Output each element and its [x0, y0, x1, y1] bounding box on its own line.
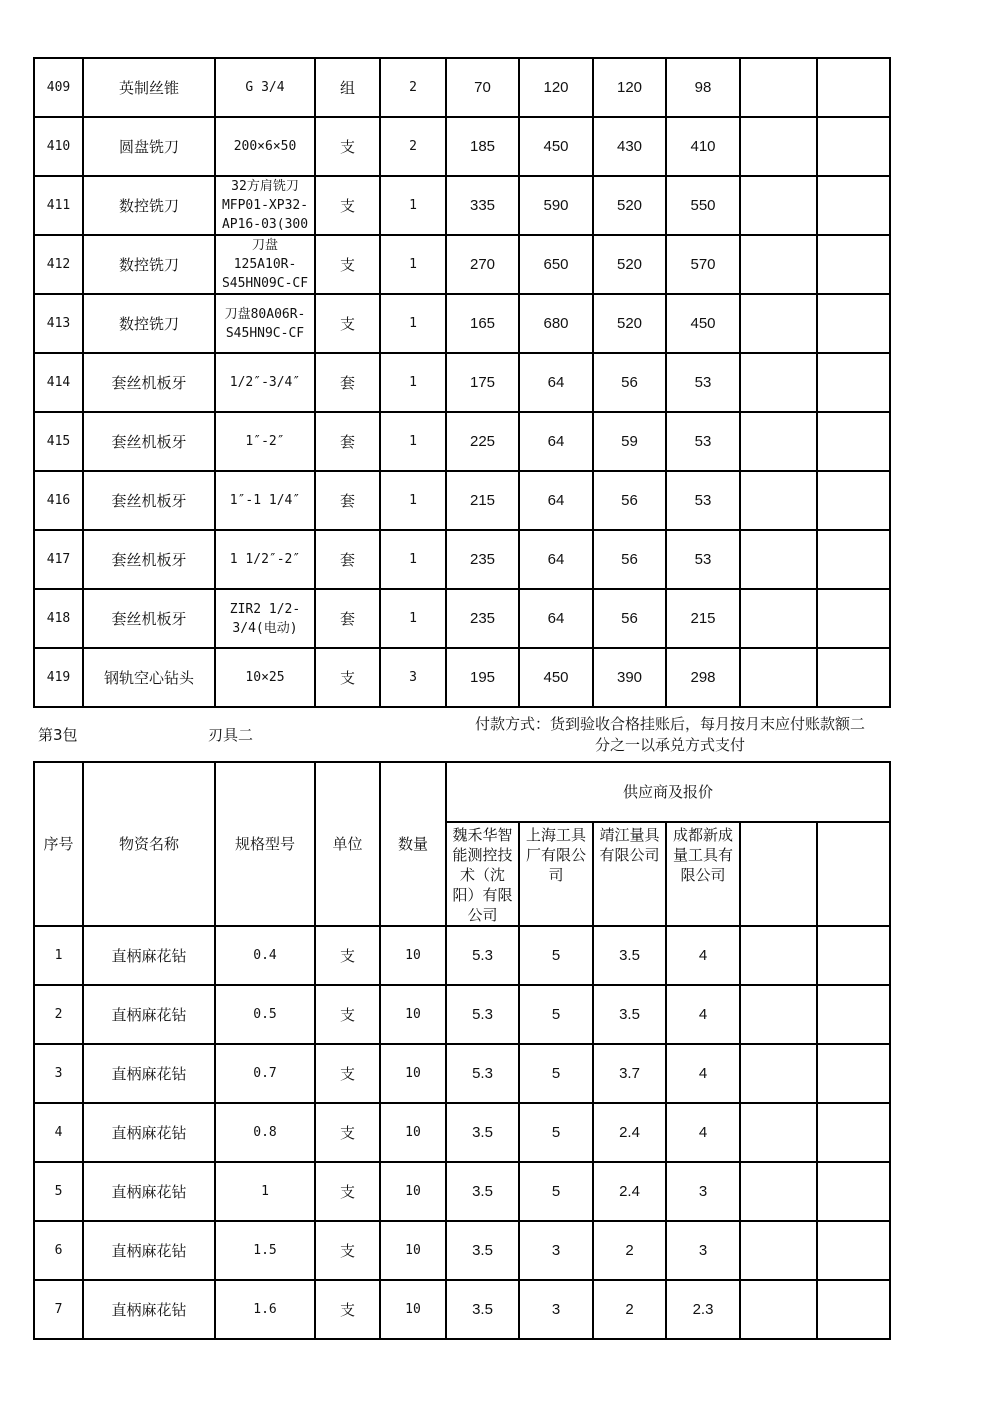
- item-spec: 1.5: [215, 1221, 315, 1280]
- price-supplier-2: 5: [519, 1162, 593, 1221]
- empty-price-cell: [817, 58, 890, 117]
- empty-supplier-header: [740, 822, 817, 926]
- table-row: [34, 58, 890, 117]
- empty-price-cell: [817, 412, 890, 471]
- table-row: [34, 117, 890, 176]
- quote-table-package3: [33, 761, 891, 1340]
- price-supplier-2: 5: [519, 1103, 593, 1162]
- empty-price-cell: [817, 1280, 890, 1339]
- item-qty: 1: [380, 294, 446, 353]
- empty-price-cell: [740, 530, 817, 589]
- table-row: [34, 1280, 890, 1339]
- empty-price-cell: [740, 985, 817, 1044]
- item-name: 直柄麻花钻: [83, 1103, 215, 1162]
- item-name: 数控铣刀: [83, 176, 215, 235]
- supplier-name-line: 司: [548, 866, 564, 884]
- item-unit: 支: [315, 235, 380, 294]
- row-number: 6: [34, 1221, 83, 1280]
- table-row: [34, 235, 890, 294]
- empty-price-cell: [740, 1221, 817, 1280]
- payment-terms: [452, 714, 888, 756]
- item-spec: 0.5: [215, 985, 315, 1044]
- item-spec-line: S45HN09C-CF: [221, 276, 309, 291]
- item-spec-line: 1″-1 1/4″: [229, 493, 301, 508]
- item-spec: [215, 589, 315, 648]
- price-supplier-2: 5: [519, 926, 593, 985]
- table-row: [34, 530, 890, 589]
- empty-price-cell: [817, 926, 890, 985]
- empty-price-cell: [740, 926, 817, 985]
- price-supplier-3: 59: [593, 412, 666, 471]
- price-supplier-1: 175: [446, 353, 519, 412]
- table-row: [34, 1162, 890, 1221]
- quote-table-package3-body: [34, 926, 890, 1339]
- price-supplier-1: 195: [446, 648, 519, 707]
- item-qty: 2: [380, 117, 446, 176]
- supplier-name-4: [666, 822, 740, 926]
- price-supplier-4: 3: [666, 1162, 740, 1221]
- price-supplier-4: 4: [666, 926, 740, 985]
- item-spec: [215, 294, 315, 353]
- item-qty: 10: [380, 926, 446, 985]
- item-name: 套丝机板牙: [83, 412, 215, 471]
- item-spec-line: G 3/4: [245, 80, 285, 95]
- row-number: 5: [34, 1162, 83, 1221]
- item-name: 数控铣刀: [83, 294, 215, 353]
- item-qty: 1: [380, 353, 446, 412]
- price-supplier-3: 2.4: [593, 1103, 666, 1162]
- row-number: 409: [34, 58, 83, 117]
- price-supplier-3: 430: [593, 117, 666, 176]
- row-number: 411: [34, 176, 83, 235]
- supplier-name-line: 成都新成: [672, 826, 733, 844]
- item-name: 钢轨空心钻头: [83, 648, 215, 707]
- price-supplier-3: 520: [593, 294, 666, 353]
- item-qty: 1: [380, 589, 446, 648]
- empty-price-cell: [817, 176, 890, 235]
- price-supplier-2: 650: [519, 235, 593, 294]
- price-supplier-1: 5.3: [446, 985, 519, 1044]
- price-supplier-2: 3: [519, 1280, 593, 1339]
- item-spec-line: 125A10R-: [233, 257, 297, 272]
- price-supplier-2: 5: [519, 1044, 593, 1103]
- price-supplier-4: 53: [666, 412, 740, 471]
- item-qty: 10: [380, 1103, 446, 1162]
- price-supplier-3: 390: [593, 648, 666, 707]
- price-supplier-1: 335: [446, 176, 519, 235]
- row-number: 7: [34, 1280, 83, 1339]
- supplier-name-line: 术（沈: [459, 866, 505, 884]
- price-supplier-1: 3.5: [446, 1162, 519, 1221]
- item-qty: 10: [380, 985, 446, 1044]
- table-row: [34, 1044, 890, 1103]
- empty-price-cell: [740, 412, 817, 471]
- item-spec-line: 3/4(电动): [232, 620, 298, 636]
- empty-price-cell: [740, 1162, 817, 1221]
- empty-price-cell: [817, 985, 890, 1044]
- price-supplier-2: 64: [519, 353, 593, 412]
- empty-supplier-header: [817, 822, 890, 926]
- item-unit: 套: [315, 530, 380, 589]
- item-unit: 支: [315, 926, 380, 985]
- price-supplier-3: 2: [593, 1221, 666, 1280]
- table-row: [34, 589, 890, 648]
- price-supplier-3: 520: [593, 176, 666, 235]
- item-spec: [215, 117, 315, 176]
- header-spec: 规格型号: [215, 762, 315, 926]
- item-qty: 1: [380, 235, 446, 294]
- item-spec: [215, 353, 315, 412]
- item-spec: [215, 648, 315, 707]
- package-label: 第3包: [38, 726, 78, 744]
- price-supplier-4: 4: [666, 985, 740, 1044]
- category-label: 刃具二: [208, 726, 254, 744]
- row-number: 413: [34, 294, 83, 353]
- empty-price-cell: [740, 1103, 817, 1162]
- item-name: 圆盘铣刀: [83, 117, 215, 176]
- price-supplier-1: 185: [446, 117, 519, 176]
- item-name: 套丝机板牙: [83, 589, 215, 648]
- price-supplier-1: 5.3: [446, 926, 519, 985]
- empty-price-cell: [817, 648, 890, 707]
- row-number: 2: [34, 985, 83, 1044]
- item-spec-line: 32方肩铣刀: [231, 179, 299, 194]
- item-name: 直柄麻花钻: [83, 1280, 215, 1339]
- item-qty: 1: [380, 530, 446, 589]
- price-supplier-4: 4: [666, 1044, 740, 1103]
- price-supplier-4: 450: [666, 294, 740, 353]
- item-unit: 套: [315, 471, 380, 530]
- empty-price-cell: [740, 1280, 817, 1339]
- price-supplier-1: 225: [446, 412, 519, 471]
- empty-price-cell: [817, 1103, 890, 1162]
- item-qty: 1: [380, 176, 446, 235]
- price-supplier-3: 2: [593, 1280, 666, 1339]
- quote-table-part1: [33, 57, 891, 708]
- price-supplier-1: 3.5: [446, 1280, 519, 1339]
- row-number: 3: [34, 1044, 83, 1103]
- table-row: [34, 926, 890, 985]
- item-qty: 1: [380, 471, 446, 530]
- empty-price-cell: [817, 589, 890, 648]
- item-unit: 支: [315, 176, 380, 235]
- item-spec: 0.8: [215, 1103, 315, 1162]
- supplier-name-2: [519, 822, 593, 926]
- item-spec: 1: [215, 1162, 315, 1221]
- price-supplier-2: 64: [519, 412, 593, 471]
- item-name: 直柄麻花钻: [83, 926, 215, 985]
- price-supplier-1: 235: [446, 589, 519, 648]
- quote-table-part1-body: [34, 58, 890, 707]
- item-qty: 10: [380, 1162, 446, 1221]
- item-spec: [215, 235, 315, 294]
- item-spec-line: 10×25: [245, 670, 285, 685]
- price-supplier-2: 590: [519, 176, 593, 235]
- item-spec: [215, 412, 315, 471]
- item-qty: 2: [380, 58, 446, 117]
- price-supplier-3: 2.4: [593, 1162, 666, 1221]
- item-unit: 支: [315, 1103, 380, 1162]
- price-supplier-4: 570: [666, 235, 740, 294]
- supplier-name-line: 公司: [467, 906, 498, 924]
- price-supplier-4: 2.3: [666, 1280, 740, 1339]
- price-supplier-3: 3.5: [593, 926, 666, 985]
- table-row: [34, 1103, 890, 1162]
- price-supplier-1: 215: [446, 471, 519, 530]
- empty-price-cell: [740, 353, 817, 412]
- item-spec-line: 1 1/2″-2″: [229, 552, 301, 567]
- item-qty: 10: [380, 1044, 446, 1103]
- price-supplier-3: 56: [593, 353, 666, 412]
- item-unit: 套: [315, 412, 380, 471]
- price-supplier-3: 56: [593, 589, 666, 648]
- empty-price-cell: [740, 235, 817, 294]
- item-spec-line: 刀盘80A06R-: [224, 306, 306, 322]
- item-unit: 套: [315, 353, 380, 412]
- price-supplier-1: 70: [446, 58, 519, 117]
- supplier-name-3: [593, 822, 666, 926]
- price-supplier-4: 410: [666, 117, 740, 176]
- price-supplier-2: 3: [519, 1221, 593, 1280]
- item-qty: 10: [380, 1280, 446, 1339]
- price-supplier-1: 3.5: [446, 1221, 519, 1280]
- empty-price-cell: [817, 530, 890, 589]
- empty-price-cell: [817, 1044, 890, 1103]
- table-row: [34, 648, 890, 707]
- empty-price-cell: [817, 353, 890, 412]
- empty-price-cell: [740, 294, 817, 353]
- empty-price-cell: [817, 1221, 890, 1280]
- price-supplier-1: 165: [446, 294, 519, 353]
- row-number: 417: [34, 530, 83, 589]
- price-supplier-4: 215: [666, 589, 740, 648]
- item-unit: 支: [315, 1162, 380, 1221]
- item-spec: [215, 176, 315, 235]
- price-supplier-2: 64: [519, 471, 593, 530]
- empty-price-cell: [740, 1044, 817, 1103]
- item-name: 直柄麻花钻: [83, 1162, 215, 1221]
- item-spec-line: AP16-03(300: [221, 217, 309, 232]
- item-name: 直柄麻花钻: [83, 1221, 215, 1280]
- price-supplier-2: 450: [519, 117, 593, 176]
- item-unit: 支: [315, 1280, 380, 1339]
- empty-price-cell: [817, 471, 890, 530]
- header-suppliers-group: 供应商及报价: [446, 762, 890, 822]
- supplier-name-line: 上海工具: [525, 826, 586, 844]
- item-name: 直柄麻花钻: [83, 985, 215, 1044]
- item-spec-line: S45HN9C-CF: [225, 325, 305, 341]
- item-unit: 支: [315, 294, 380, 353]
- item-spec-line: 刀盘: [251, 238, 278, 253]
- price-supplier-4: 298: [666, 648, 740, 707]
- price-supplier-4: 98: [666, 58, 740, 117]
- price-supplier-1: 3.5: [446, 1103, 519, 1162]
- empty-price-cell: [817, 117, 890, 176]
- supplier-name-line: 魏禾华智: [452, 826, 513, 844]
- price-supplier-2: 450: [519, 648, 593, 707]
- item-unit: 支: [315, 1221, 380, 1280]
- item-unit: 套: [315, 589, 380, 648]
- price-supplier-1: 5.3: [446, 1044, 519, 1103]
- price-supplier-3: 3.5: [593, 985, 666, 1044]
- table-row: [34, 353, 890, 412]
- table-row: [34, 294, 890, 353]
- empty-price-cell: [740, 471, 817, 530]
- empty-price-cell: [817, 235, 890, 294]
- price-supplier-2: 64: [519, 530, 593, 589]
- item-spec-line: 1″-2″: [245, 434, 285, 449]
- item-spec-line: ZIR2 1/2-: [229, 601, 301, 617]
- item-unit: 支: [315, 985, 380, 1044]
- price-supplier-2: 64: [519, 589, 593, 648]
- row-number: 1: [34, 926, 83, 985]
- item-spec: 0.7: [215, 1044, 315, 1103]
- empty-price-cell: [740, 176, 817, 235]
- item-qty: 3: [380, 648, 446, 707]
- header-qty: 数量: [380, 762, 446, 926]
- price-supplier-1: 270: [446, 235, 519, 294]
- item-name: 数控铣刀: [83, 235, 215, 294]
- row-number: 410: [34, 117, 83, 176]
- price-supplier-4: 550: [666, 176, 740, 235]
- item-unit: 支: [315, 117, 380, 176]
- price-supplier-4: 53: [666, 471, 740, 530]
- empty-price-cell: [817, 1162, 890, 1221]
- price-supplier-2: 680: [519, 294, 593, 353]
- price-supplier-3: 56: [593, 530, 666, 589]
- price-supplier-3: 3.7: [593, 1044, 666, 1103]
- item-name: 直柄麻花钻: [83, 1044, 215, 1103]
- item-unit: 支: [315, 648, 380, 707]
- row-number: 414: [34, 353, 83, 412]
- empty-price-cell: [740, 648, 817, 707]
- price-supplier-4: 3: [666, 1221, 740, 1280]
- row-number: 415: [34, 412, 83, 471]
- item-spec: [215, 530, 315, 589]
- header-unit: 单位: [315, 762, 380, 926]
- item-name: 套丝机板牙: [83, 471, 215, 530]
- price-supplier-2: 5: [519, 985, 593, 1044]
- supplier-name-line: 量工具有: [672, 846, 733, 864]
- supplier-name-line: 靖江量具: [599, 826, 660, 844]
- item-spec: [215, 471, 315, 530]
- table-row: [34, 176, 890, 235]
- item-spec: 0.4: [215, 926, 315, 985]
- empty-price-cell: [817, 294, 890, 353]
- row-number: 4: [34, 1103, 83, 1162]
- header-no: 序号: [34, 762, 83, 926]
- item-spec-line: MFP01-XP32-: [221, 198, 309, 213]
- row-number: 418: [34, 589, 83, 648]
- empty-price-cell: [740, 117, 817, 176]
- price-supplier-4: 53: [666, 353, 740, 412]
- row-number: 419: [34, 648, 83, 707]
- item-spec: [215, 58, 315, 117]
- item-qty: 10: [380, 1221, 446, 1280]
- row-number: 416: [34, 471, 83, 530]
- price-supplier-3: 120: [593, 58, 666, 117]
- payment-terms-line-1: 付款方式：货到验收合格挂账后，每月按月末应付账款额二: [474, 715, 865, 733]
- supplier-name-line: 能测控技: [452, 846, 513, 864]
- table-row: [34, 471, 890, 530]
- supplier-name-line: 限公司: [680, 866, 726, 884]
- supplier-name-line: 阳）有限: [452, 886, 513, 904]
- item-spec-line: 1/2″-3/4″: [229, 375, 301, 390]
- item-qty: 1: [380, 412, 446, 471]
- price-supplier-4: 53: [666, 530, 740, 589]
- price-supplier-1: 235: [446, 530, 519, 589]
- table-row: [34, 412, 890, 471]
- item-name: 套丝机板牙: [83, 530, 215, 589]
- supplier-name-line: 厂有限公: [525, 846, 586, 864]
- price-supplier-2: 120: [519, 58, 593, 117]
- table-row: [34, 1221, 890, 1280]
- price-supplier-3: 56: [593, 471, 666, 530]
- item-unit: 支: [315, 1044, 380, 1103]
- supplier-name-line: 有限公司: [599, 846, 660, 864]
- row-number: 412: [34, 235, 83, 294]
- supplier-name-1: [446, 822, 519, 926]
- price-supplier-4: 4: [666, 1103, 740, 1162]
- item-name: 套丝机板牙: [83, 353, 215, 412]
- price-supplier-3: 520: [593, 235, 666, 294]
- item-name: 英制丝锥: [83, 58, 215, 117]
- empty-price-cell: [740, 58, 817, 117]
- item-spec-line: 200×6×50: [233, 139, 297, 154]
- table-row: [34, 985, 890, 1044]
- item-unit: 组: [315, 58, 380, 117]
- empty-price-cell: [740, 589, 817, 648]
- item-spec: 1.6: [215, 1280, 315, 1339]
- header-name: 物资名称: [83, 762, 215, 926]
- payment-terms-line-2: 分之一以承兑方式支付: [594, 736, 745, 754]
